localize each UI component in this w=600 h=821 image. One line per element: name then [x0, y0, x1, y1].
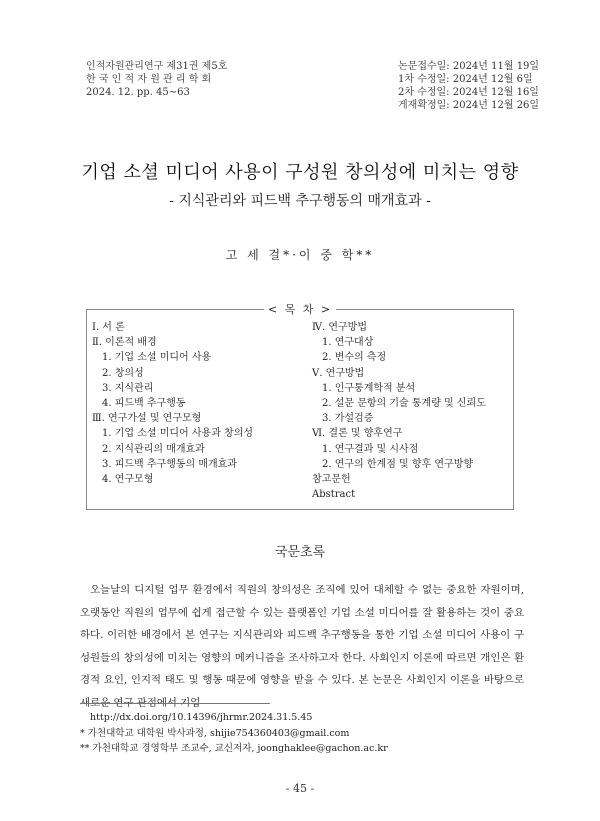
footnote-divider: [80, 703, 270, 704]
toc-item: 1. 기업 소셜 미디어 사용과 창의성: [102, 428, 254, 440]
doi-link[interactable]: http://dx.doi.org/10.14396/jhrmr.2024.31.5.45: [90, 712, 313, 723]
toc-item: Ⅰ. 서 론: [92, 322, 125, 333]
footnote-author-1: * 가천대학교 대학원 박사과정, shijie754360403@gmail.com: [80, 727, 350, 739]
journal-info: [86, 60, 227, 99]
toc-item: 3. 피드백 추구행동의 매개효과: [102, 458, 237, 470]
toc-item: Ⅳ. 연구방법: [312, 322, 367, 333]
toc-item: 4. 연구모형: [102, 474, 154, 486]
toc-item: 3. 지식관리: [102, 382, 154, 394]
toc-item: Ⅴ. 연구방법: [312, 367, 365, 379]
paper-subtitle: - 지식관리와 피드백 추구행동의 매개효과 -: [169, 193, 431, 209]
paper-title: 기업 소셜 미디어 사용이 구성원 창의성에 미치는 영향: [81, 162, 519, 183]
society-name: 한 국 인 적 자 원 관 리 학 회: [86, 74, 212, 85]
footnotes: [80, 710, 388, 757]
toc-item: 3. 가설검증: [322, 413, 374, 425]
footnote-author-2: ** 가천대학교 경영학부 조교수, 교신저자, joonghaklee@gachon.ac.kr: [80, 743, 388, 754]
issue-pages: 2024. 12. pp. 45∼63: [86, 87, 190, 98]
toc-item: 4. 피드백 추구행동: [102, 398, 186, 410]
toc-left-column: [92, 320, 253, 487]
toc-item: 참고문헌: [312, 474, 351, 486]
date-revised-1: 1차 수정일: 2024년 12월 6일: [398, 74, 533, 85]
toc-item: Ⅲ. 연구가설 및 연구모형: [92, 413, 202, 425]
toc-item: 1. 연구대상: [322, 337, 374, 349]
date-accepted: 게재확정일: 2024년 12월 26일: [398, 100, 540, 111]
date-received: 논문접수일: 2024년 11월 19일: [398, 61, 540, 72]
toc-item: 2. 설문 문항의 기술 통계량 및 신뢰도: [322, 398, 486, 410]
toc-item: 1. 연구결과 및 시사점: [322, 443, 419, 455]
toc-right-column: [312, 320, 486, 502]
journal-name: 인적자원관리연구 제31권 제5호: [86, 61, 228, 72]
page-number: - 45 -: [285, 782, 315, 795]
toc-item: 1. 기업 소셜 미디어 사용: [102, 352, 212, 364]
toc-item: 1. 인구통계학적 분석: [322, 382, 416, 394]
abstract-body: 오늘날의 디지털 업무 환경에서 직원의 창의성은 조직에 있어 대체할 수 없는 중요한 자원이며, 오랫동안 직원의 업무에 쉽게 접근할 수 있는 플랫폼인 기업 소셜 미디어를 잘 활용하는 것이 중요하다. 이러한 배경에서 본 연구는 지식관리와 피드백 추구행동을 통한 기업 소셜 미디어 사용이 구성원들의 창의성에 미치는 영향의 메커니즘을 조사하고자 한다. 사회인지 이론에 따르면 개인은 환경적 요인, 인지적 태도 및 행동 때문에 영향을 받을 수 있다. 본 논문은 사회인지 이론을 바탕으로 새로운 연구 관점에서 기업: [80, 584, 524, 709]
toc-item: Ⅱ. 이론적 배경: [92, 337, 157, 349]
toc-item: 2. 창의성: [102, 367, 144, 379]
toc-heading: < 목 차 >: [0, 301, 600, 317]
submission-dates: [398, 60, 539, 112]
toc-item: Abstract: [312, 489, 356, 501]
abstract-heading: 국문초록: [274, 545, 326, 560]
authors: 고 세 걸*·이 중 학**: [225, 248, 375, 262]
toc-item: Ⅵ. 결론 및 향후연구: [312, 428, 403, 440]
date-revised-2: 2차 수정일: 2024년 12월 16일: [398, 87, 539, 98]
toc-item: 2. 지식관리의 매개효과: [102, 443, 205, 455]
toc-item: 2. 연구의 한계점 및 향후 연구방향: [322, 458, 474, 470]
toc-item: 2. 변수의 측정: [322, 352, 387, 364]
